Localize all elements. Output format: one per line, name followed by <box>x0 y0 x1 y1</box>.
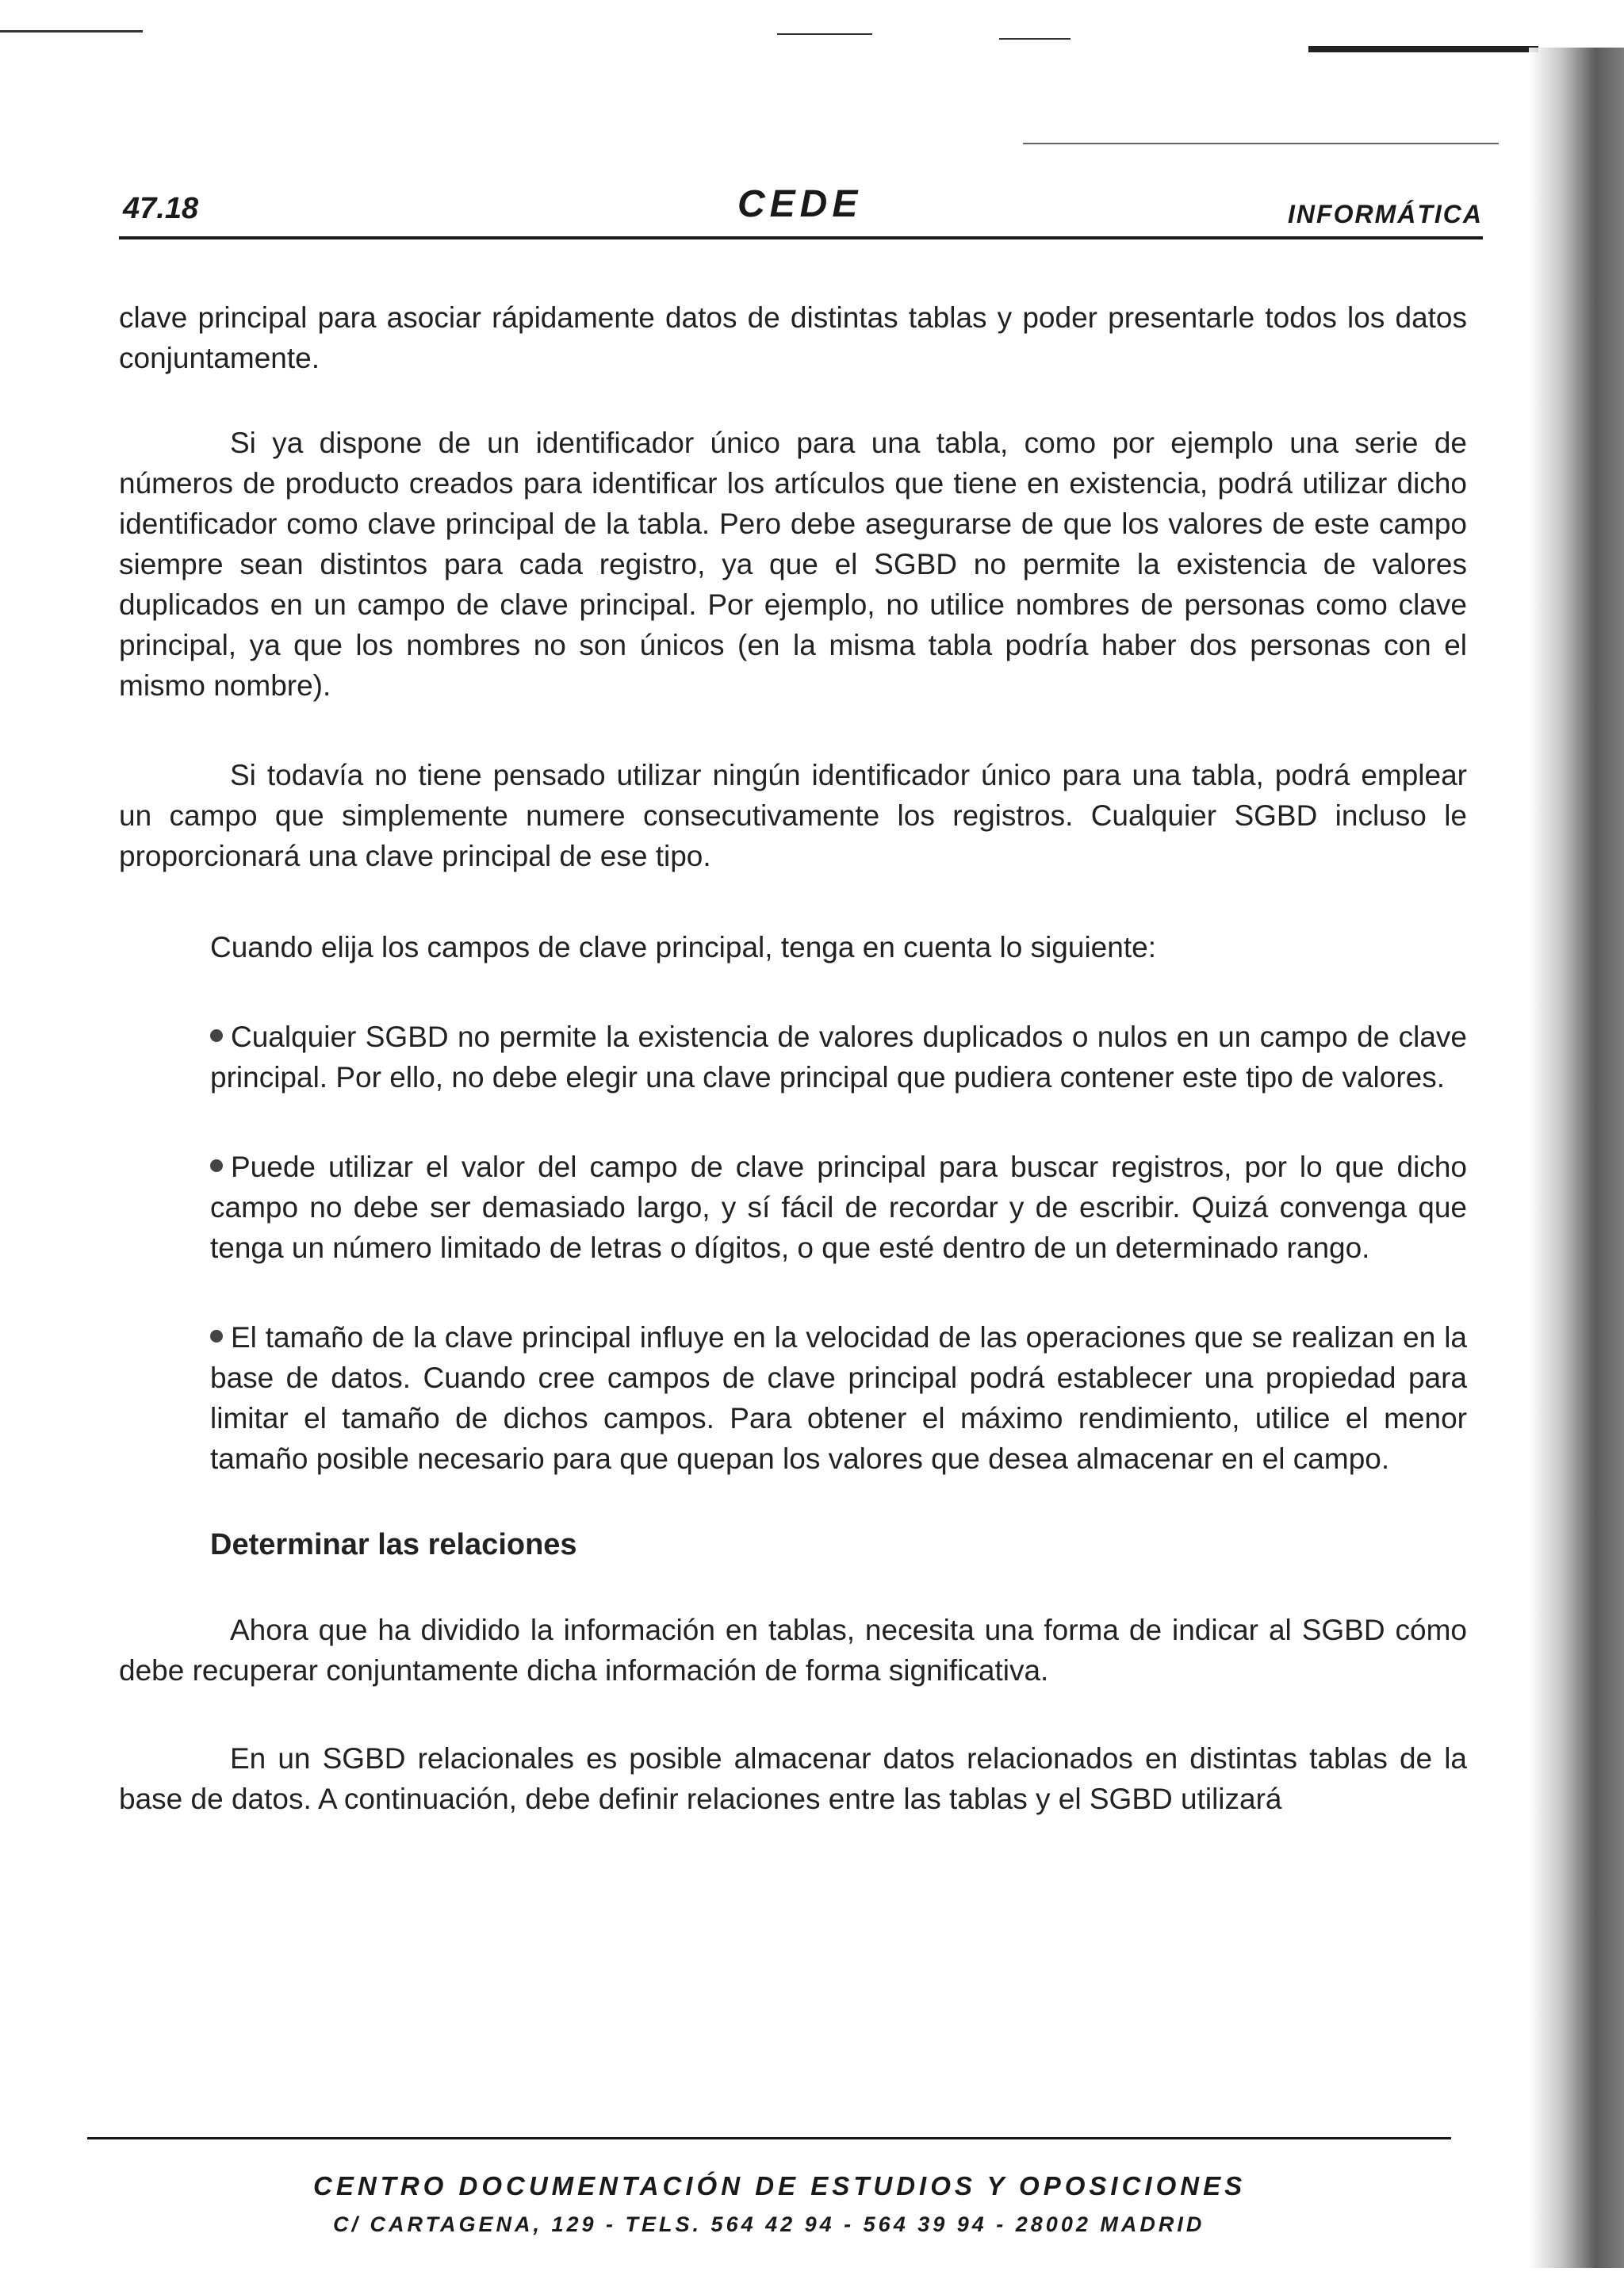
header-divider <box>119 236 1483 239</box>
scanner-edge-shadow <box>1529 48 1624 2268</box>
paragraph-relations-intro: Ahora que ha dividido la información en tablas, necesita una forma de indicar al SGBD cómo debe recuperar conjuntamente dicha información de forma significativa. <box>119 1614 1467 1687</box>
list-item <box>210 1147 1467 1268</box>
footer-address: C/ CARTAGENA, 129 - TELS. 564 42 94 - 564 39 94 - 28002 MADRID <box>333 2212 1205 2236</box>
bullet-icon <box>210 1330 223 1343</box>
section-heading: Determinar las relaciones <box>210 1528 577 1561</box>
page-number: 47.18 <box>123 192 199 225</box>
paragraph-autonumber: Si todavía no tiene pensado utilizar ningún identificador único para una tabla, podrá emplear un campo que simplemente numere consecutivamente los registros. Cualquier SGBD incluso le proporcionará una clave principal de ese tipo. <box>119 759 1467 872</box>
scan-artifact-line <box>777 33 872 35</box>
paragraph-relations-detail: En un SGBD relacionales es posible almacenar datos relacionados en distintas tablas de la base de datos. A continuación, debe definir relaciones entre las tablas y el SGBD utilizará <box>119 1742 1467 1815</box>
publisher-brand: CEDE <box>737 183 863 225</box>
list-item-text: Puede utilizar el valor del campo de clave principal para buscar registros, por lo que dicho campo no debe ser demasiado largo, y sí fácil de recordar y de escribir. Quizá convenga que tenga un número limitado de letras o dígitos, o que esté dentro de un determinado rango. <box>210 1151 1467 1264</box>
list-item <box>210 1317 1467 1479</box>
scan-artifact-line <box>1308 46 1538 52</box>
paragraph-continuation: clave principal para asociar rápidamente datos de distintas tablas y poder presentarle todos los datos conjuntamente. <box>119 301 1467 374</box>
paragraph-unique-identifier: Si ya dispone de un identificador único para una tabla, como por ejemplo una serie de números de producto creados para identificar los artículos que tiene en existencia, podrá utilizar dicho identificador como clave principal de la tabla. Pero debe asegurarse de que los valores de este campo siempre sean distintos para cada registro, ya que el SGBD no permite la existencia de valores duplicados en un campo de clave principal. Por ejemplo, no utilice nombres de personas como clave principal, ya que los nombres no son únicos (en la misma tabla podría haber dos personas con el mismo nombre). <box>119 427 1467 702</box>
list-item-text: Cualquier SGBD no permite la existencia de valores duplicados o nulos en un campo de clave principal. Por ello, no debe elegir una clave principal que pudiera contener este tipo de valores. <box>210 1021 1467 1094</box>
paragraph-intro-list: Cuando elija los campos de clave principal, tenga en cuenta lo siguiente: <box>210 931 1156 963</box>
list-item-text: El tamaño de la clave principal influye en la velocidad de las operaciones que se realizan en la base de datos. Cuando cree campos de clave principal podrá establecer una propiedad para limitar el tamaño de dichos campos. Para obtener el máximo rendimiento, utilice el menor tamaño posible necesario para que quepan los valores que desea almacenar en el campo. <box>210 1321 1467 1475</box>
section-title: INFORMÁTICA <box>1288 200 1483 228</box>
footer-divider <box>87 2137 1451 2139</box>
list-item <box>210 1017 1467 1097</box>
scan-artifact-line <box>1023 143 1499 144</box>
footer-organization: CENTRO DOCUMENTACIÓN DE ESTUDIOS Y OPOSICIONES <box>313 2171 1247 2201</box>
bullet-icon <box>210 1159 223 1172</box>
body-text <box>119 297 1467 1819</box>
scan-artifact-line <box>999 38 1071 40</box>
scan-artifact-line <box>0 30 143 33</box>
bullet-icon <box>210 1029 223 1042</box>
